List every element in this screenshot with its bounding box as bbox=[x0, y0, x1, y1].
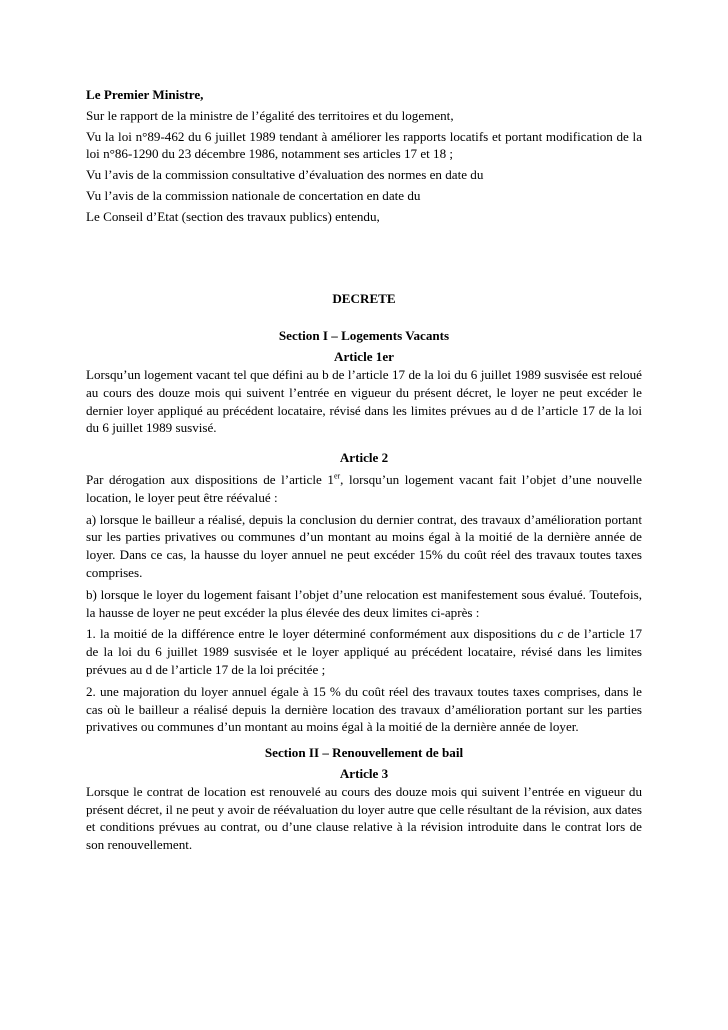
article-3-title: Article 3 bbox=[339, 765, 389, 781]
section-2-title: Section II – Renouvellement de bail bbox=[264, 745, 464, 761]
document-page bbox=[86, 86, 642, 854]
preamble-vu-avis-normes: Vu l’avis de la commission consultative d’évaluation des normes en date du bbox=[86, 167, 484, 183]
article-1-title: Article 1er bbox=[334, 349, 394, 365]
article-2-title: Article 2 bbox=[339, 450, 389, 466]
article-2-limit-1-end: de l’article 17 de la loi du 6 juillet 1989 susvisée et le loyer appliqué au précédent locataire, révisé dans les limites prévues au d de l’article 17 de la loi précitée ; bbox=[86, 626, 642, 677]
article-2-limit-1 bbox=[86, 625, 642, 678]
article-2-limit-1-italic: c bbox=[557, 626, 564, 642]
article-3-text: Lorsque le contrat de location est renouvelé au cours des douze mois qui suivent l’entrée en vigueur du présent décret, il ne peut y avoir de réévaluation du loyer autre que celle résultant de la révision, aux dates et conditions prévues au contrat, ou d’une clause relative à la révision introduite dans le contrat lors de son renouvellement. bbox=[86, 783, 642, 853]
article-2-limit-2: 2. une majoration du loyer annuel égale à 15 % du coût réel des travaux toutes taxes comprises, dans le cas où le bailleur a réalisé depuis la dernière location des travaux d’amélioration portant sur les parties privatives ou communes d’un montant au moins égal à la moitié de la dernière année de loyer. bbox=[86, 683, 642, 735]
article-2-intro-sup: er bbox=[333, 471, 341, 481]
article-1-text: Lorsqu’un logement vacant tel que défini au b de l’article 17 de la loi du 6 juillet 1989 susvisée est reloué au cours des douze mois qui suivent l’entrée en vigueur du présent décret, le loyer ne peut excéder le dernier loyer appliqué au précédent locataire, révisé dans les limites prévues au d de l’article 17 de la loi du 6 juillet 1989 susvisé. bbox=[86, 366, 642, 436]
article-2-point-a: a) lorsque le bailleur a réalisé, depuis la conclusion du dernier contrat, des travaux d’amélioration portant sur les parties privatives ou communes d’un montant au moins égal à la moitié de la dernière année de loyer. Dans ce cas, la hausse du loyer annuel ne peut excéder 15% du coût réel des travaux toutes taxes comprises. bbox=[86, 511, 642, 580]
preamble-vu-avis-concertation: Vu l’avis de la commission nationale de concertation en date du bbox=[86, 187, 421, 203]
preamble-rapport: Sur le rapport de la ministre de l’égalité des territoires et du logement, bbox=[86, 107, 454, 123]
article-2-intro-end: , lorsqu’un logement vacant fait l’objet d’une nouvelle location, le loyer peut être réévalué : bbox=[86, 471, 642, 505]
preamble-title: Le Premier Ministre, bbox=[86, 87, 204, 102]
article-2-intro bbox=[86, 471, 642, 507]
section-1-title: Section I – Logements Vacants bbox=[278, 328, 450, 344]
preamble-vu-loi: Vu la loi n°89-462 du 6 juillet 1989 tendant à améliorer les rapports locatifs et portant modification de la loi n°86-1290 du 23 décembre 1986, notamment ses articles 17 et 18 ; bbox=[86, 128, 642, 162]
preamble-conseil: Le Conseil d’Etat (section des travaux publics) entendu, bbox=[86, 208, 380, 224]
article-2-intro-start: Par dérogation aux dispositions de l’article 1 bbox=[86, 471, 334, 487]
article-2-limit-1-start: 1. la moitié de la différence entre le loyer déterminé conformément aux dispositions du bbox=[86, 626, 558, 642]
decrete-heading: DECRETE bbox=[332, 290, 396, 306]
article-2-point-b: b) lorsque le loyer du logement faisant l’objet d’une relocation est manifestement sous évalué. Toutefois, la hausse de loyer ne peut excéder la plus élevée des deux limites ci-après : bbox=[86, 586, 642, 620]
